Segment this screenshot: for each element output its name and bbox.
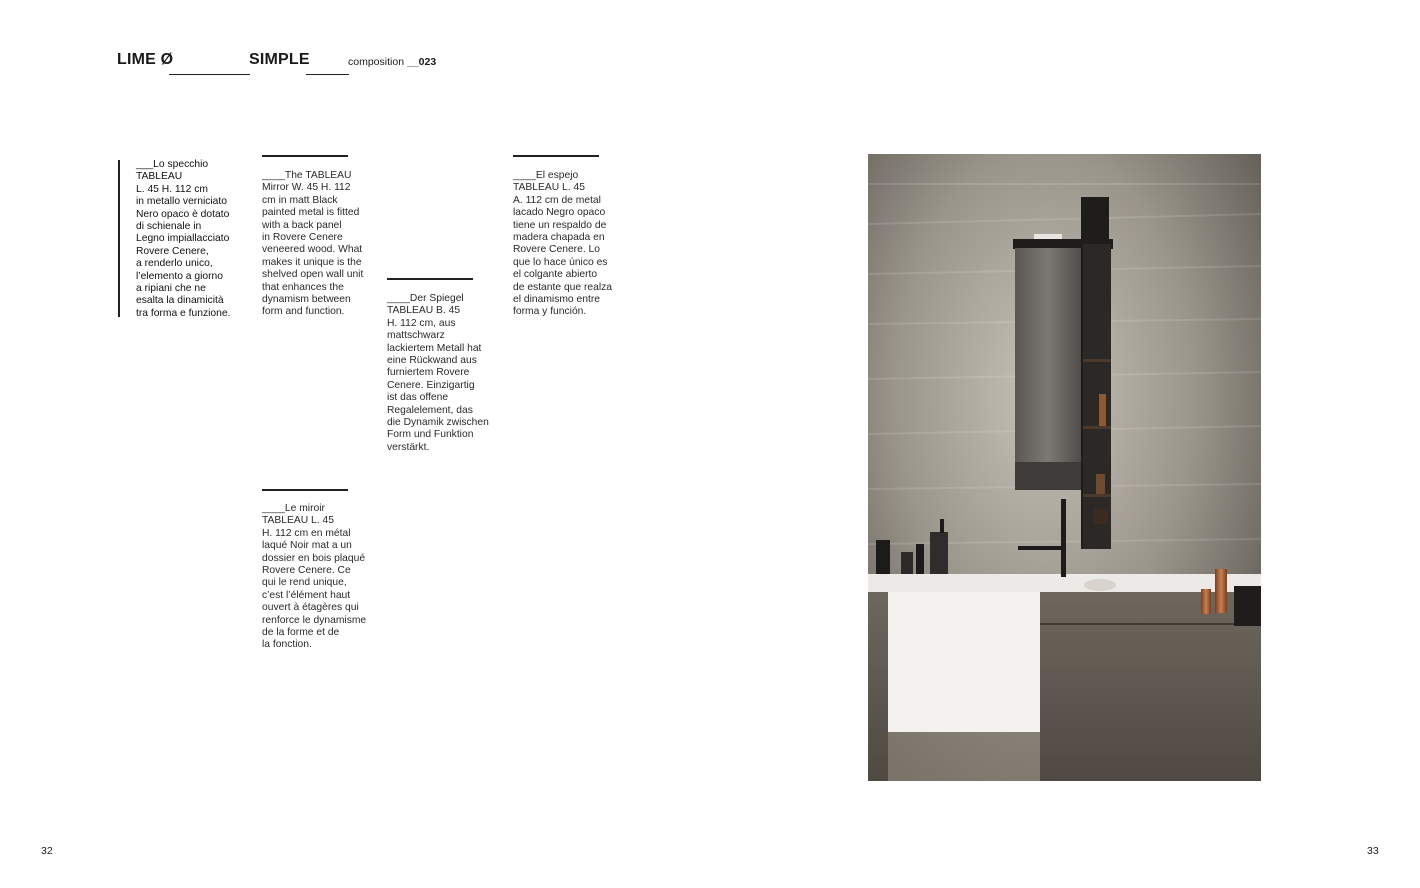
basin — [888, 592, 1040, 732]
french-rule — [262, 489, 348, 491]
german-rule — [387, 278, 473, 280]
open-shelf-unit — [1083, 244, 1111, 549]
mirror-lamp — [1034, 234, 1062, 239]
mirror-dark-edge — [1015, 462, 1081, 490]
collection-title-lime: LIME Ø — [117, 51, 174, 68]
page-number-left: 32 — [41, 845, 53, 857]
composition-number: __023 — [407, 56, 437, 68]
description-spanish: ____El espejo TABLEAU L. 45 A. 112 cm de metal lacado Negro opaco tiene un respaldo de madera chapada en Rovere Cenere. Lo que lo hace único es el colgante abierto de estante que realza el dinamismo entre forma y función. — [513, 170, 613, 318]
dark-jar — [1234, 586, 1261, 626]
copper-vase-2 — [1201, 589, 1211, 614]
title-underline-right — [306, 74, 349, 75]
soap-dish — [1084, 579, 1116, 591]
description-english: ____The TABLEAU Mirror W. 45 H. 112 cm in matt Black painted metal is fitted with a back panel in Rovere Cenere veneered wood. What makes it unique is the shelved open wall unit that enhances the dynamism between form and function. — [262, 170, 364, 318]
page-number-right: 33 — [1367, 845, 1379, 857]
product-photo — [868, 154, 1261, 781]
drawer-left — [868, 592, 888, 781]
english-rule — [262, 155, 348, 157]
composition-label: composition — [348, 56, 405, 68]
faucet-spout — [1018, 546, 1066, 550]
mirror-glass — [1015, 248, 1081, 462]
description-german: ____Der Spiegel TABLEAU B. 45 H. 112 cm, aus mattschwarz lackiertem Metall hat eine Rückwand aus furniertem Rovere Cenere. Einzigartig ist das offene Regalelement, das die Dynamik zwischen Form und Funktion verstärkt. — [387, 293, 489, 453]
description-french: ____Le miroir TABLEAU L. 45 H. 112 cm en métal laqué Noir mat a un dossier en bois plaqué Rovere Cenere. Ce qui le rend unique, c’est l’élément haut ouvert à étagères qui renforce le dynamisme de la forme et de la fonction. — [262, 503, 367, 651]
drawer-right — [1040, 592, 1261, 781]
title-underline-left — [169, 74, 250, 75]
copper-vase-1 — [1215, 569, 1227, 613]
description-italian: ___Lo specchio TABLEAU L. 45 H. 112 cm in metallo verniciato Nero opaco è dotato di schienale in Legno impiallacciato Rovere Cenere, a renderlo unico, l’elemento a giorno a ripiani che ne esalta la dinamicità tra forma e funzione. — [136, 159, 231, 319]
basin-lower — [888, 732, 1040, 781]
italian-text-bar — [118, 160, 120, 317]
collection-title-simple: SIMPLE — [249, 51, 310, 68]
spanish-rule — [513, 155, 599, 157]
faucet-stem — [1061, 499, 1066, 577]
